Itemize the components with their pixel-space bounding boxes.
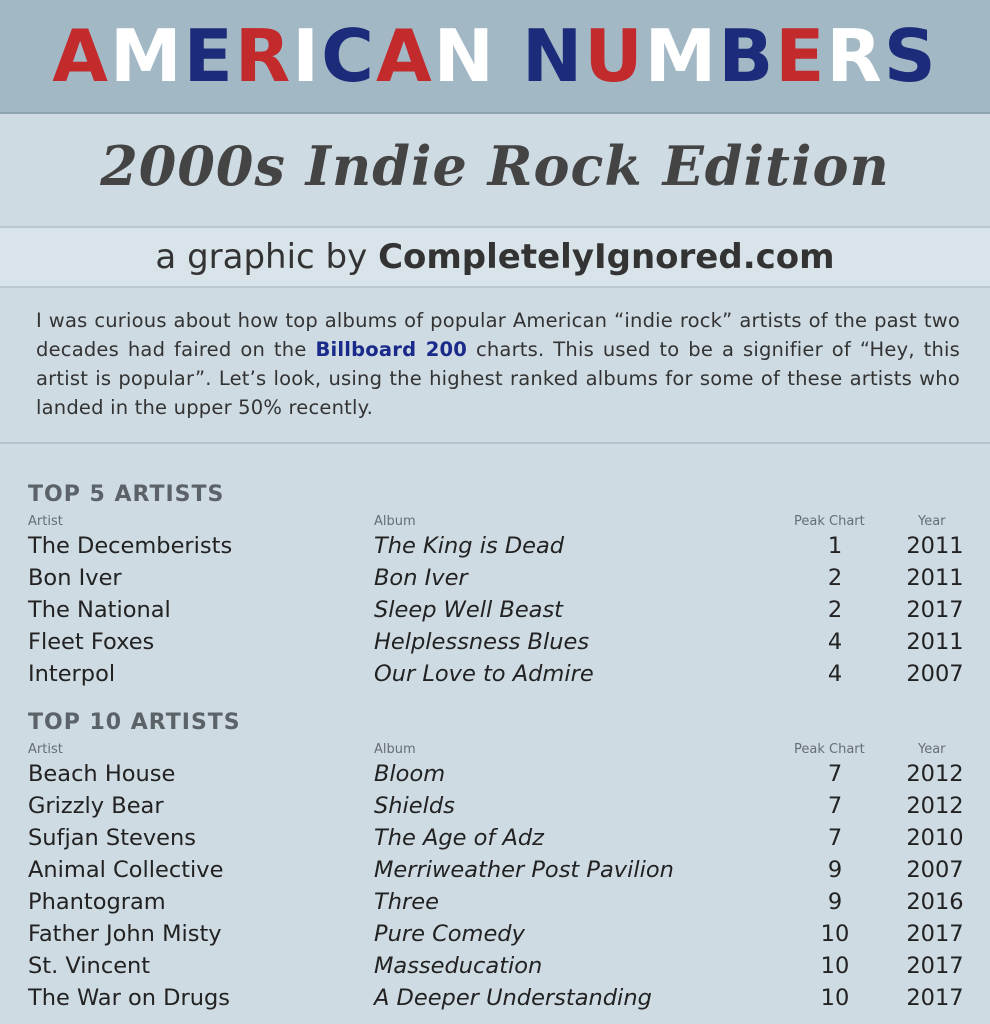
byline-prefix: a graphic by [155,237,379,277]
year-cell: 2011 [906,565,964,591]
peak-chart-cell: 7 [827,825,843,851]
album-cell: Three [374,889,439,915]
column-header-artist: Artist [28,514,63,529]
album-cell: Sleep Well Beast [374,597,564,623]
peak-chart-cell: 10 [820,953,850,979]
artist-cell: The War on Drugs [28,985,231,1011]
album-cell: The King is Dead [374,533,565,559]
peak-chart-cell: 2 [827,597,843,623]
title-banner [0,0,990,114]
main-title [0,14,990,98]
billboard-highlight: Billboard 200 [315,338,468,361]
title-letter: A [52,14,110,98]
table-row [0,626,990,658]
table-row [0,886,990,918]
album-cell: Our Love to Admire [374,661,594,687]
intro-text-before: I was curious about how top albums of popular American “indie rock” artists of the past two decades had faired on the [36,309,960,361]
column-header-year: Year [918,742,946,757]
peak-chart-cell: 7 [827,793,843,819]
table-row [0,530,990,562]
title-letter: E [183,14,235,98]
table-row [0,562,990,594]
album-cell: A Deeper Understanding [374,985,652,1011]
peak-chart-cell: 9 [827,857,843,883]
album-cell: Merriweather Post Pavilion [374,857,674,883]
table-row [0,982,990,1014]
album-cell: Masseducation [374,953,543,979]
title-letter: U [584,14,645,98]
column-header-album: Album [374,742,416,757]
byline-site: CompletelyIgnored.com [378,237,835,277]
album-cell: Bon Iver [374,565,468,591]
title-letter: E [775,14,827,98]
table-row [0,822,990,854]
year-cell: 2010 [906,825,964,851]
column-header-year: Year [918,514,946,529]
table-row [0,854,990,886]
table-row [0,758,990,790]
title-letter: M [110,14,184,98]
title-letter: A [375,14,434,98]
title-letter: B [718,14,776,98]
column-header-peak: Peak Chart [794,514,865,529]
year-cell: 2007 [906,661,964,687]
table-row [0,658,990,690]
table-row [0,790,990,822]
title-letter: S [883,14,938,98]
album-cell: Pure Comedy [374,921,525,947]
peak-chart-cell: 4 [827,661,843,687]
top5-rows [0,530,990,690]
title-letter: C [321,14,376,98]
year-cell: 2012 [906,793,964,819]
artist-cell: St. Vincent [28,953,151,979]
album-cell: Shields [374,793,455,819]
album-cell: The Age of Adz [374,825,544,851]
year-cell: 2017 [906,921,964,947]
peak-chart-cell: 7 [827,761,843,787]
artist-cell: Animal Collective [28,857,224,883]
peak-chart-cell: 9 [827,889,843,915]
year-cell: 2017 [906,953,964,979]
peak-chart-cell: 10 [820,985,850,1011]
year-cell: 2012 [906,761,964,787]
top10-rows [0,758,990,1014]
column-header-artist: Artist [28,742,63,757]
artist-cell: Interpol [28,661,116,687]
subtitle: 2000s Indie Rock Edition [100,134,890,198]
year-cell: 2011 [906,533,964,559]
artist-cell: Father John Misty [28,921,222,947]
intro-text-after: charts. This used to be a signifier of “Hey, this artist is popular”. Let’s look, using the highest ranked albums for some of these artists who landed in the upper 50% recently. [36,338,961,419]
artist-cell: The Decemberists [28,533,233,559]
table-row [0,918,990,950]
year-cell: 2017 [906,985,964,1011]
peak-chart-cell: 1 [827,533,843,559]
artist-cell: Bon Iver [28,565,122,591]
artist-cell: Sufjan Stevens [28,825,197,851]
album-cell: Helplessness Blues [374,629,590,655]
column-header-album: Album [374,514,416,529]
title-letter: N [521,14,585,98]
table-row [0,594,990,626]
year-cell: 2007 [906,857,964,883]
byline [0,226,990,288]
artist-cell: Phantogram [28,889,166,915]
year-cell: 2017 [906,597,964,623]
artist-cell: Grizzly Bear [28,793,164,819]
title-letter: I [292,14,322,98]
intro-paragraph [36,306,960,422]
peak-chart-cell: 2 [827,565,843,591]
section-title: TOP 10 ARTISTS [28,710,241,735]
title-letter: R [826,14,884,98]
artist-cell: Beach House [28,761,176,787]
year-cell: 2016 [906,889,964,915]
artist-cell: The National [28,597,171,623]
divider [0,442,990,444]
title-letter: N [433,14,496,98]
peak-chart-cell: 4 [827,629,843,655]
year-cell: 2011 [906,629,964,655]
peak-chart-cell: 10 [820,921,850,947]
table-row [0,950,990,982]
column-header-peak: Peak Chart [794,742,865,757]
title-letter: R [234,14,293,98]
album-cell: Bloom [374,761,446,787]
artist-cell: Fleet Foxes [28,629,155,655]
section-title: TOP 5 ARTISTS [28,482,225,507]
title-letter: M [644,14,719,98]
